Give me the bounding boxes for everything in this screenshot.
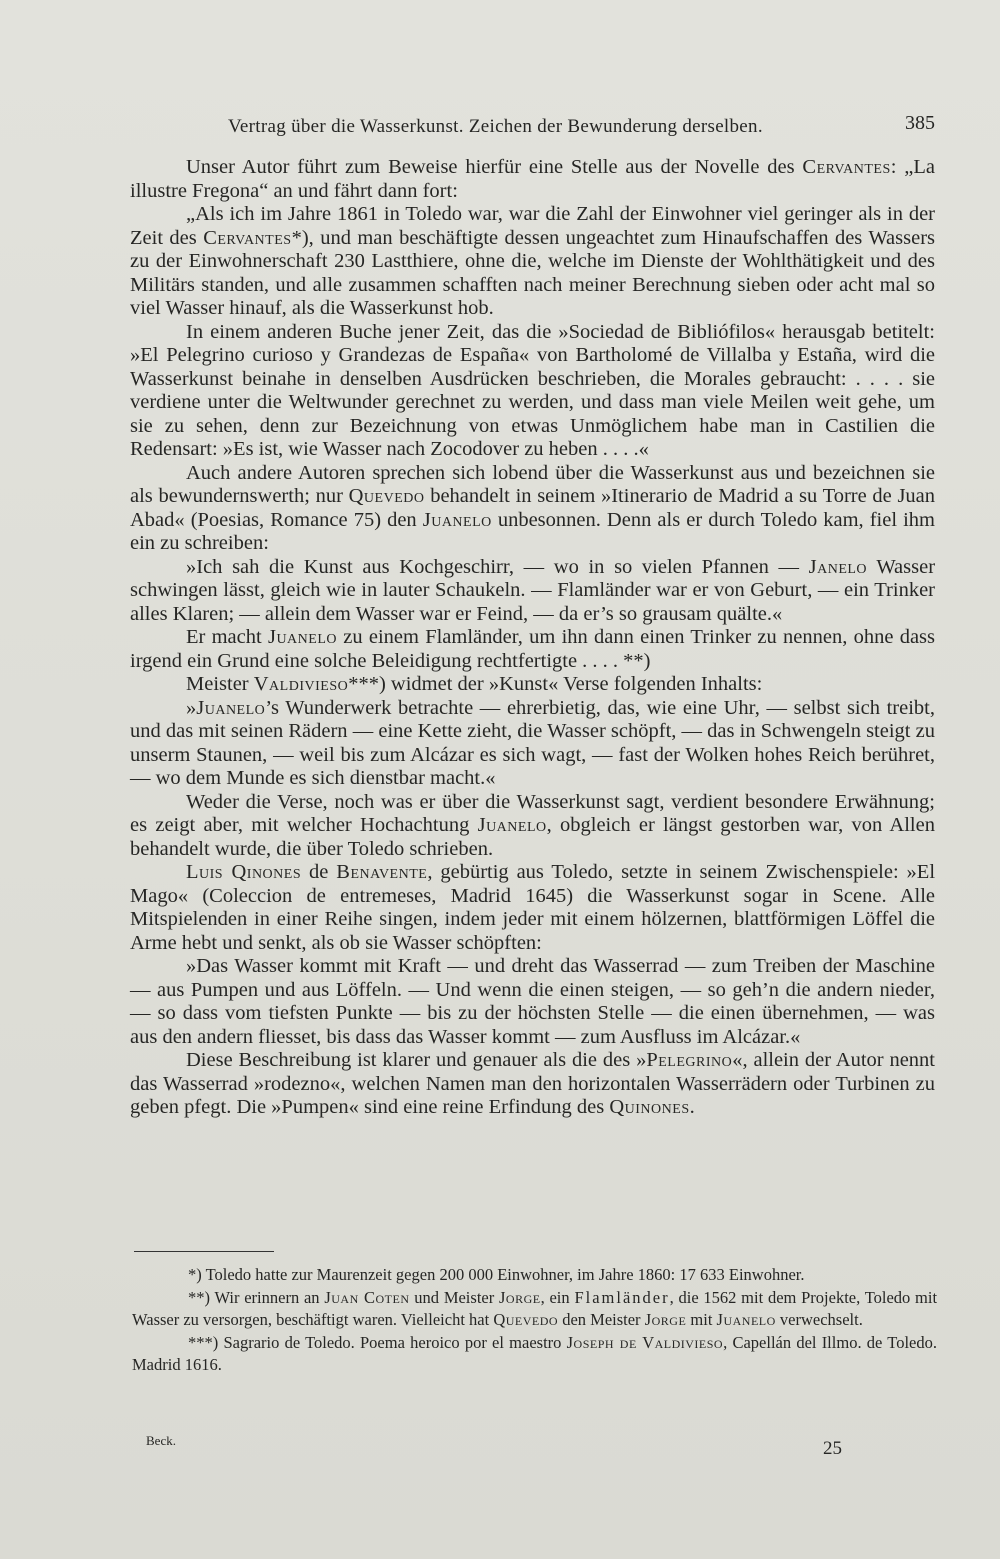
author-name: Juan Coten xyxy=(324,1287,410,1307)
author-name: Quevedo xyxy=(493,1310,559,1329)
page-header xyxy=(130,112,935,142)
paragraph: Weder die Verse, noch was er über die Wasserkunst sagt, verdient besondere Erwähnung; es zeigt aber, mit welcher Hochachtung Juanelo, obgleich er längst gestorben war, von Allen behandelt wurde, die über Toledo schrieben. xyxy=(130,790,935,860)
author-name: Jorge xyxy=(499,1287,541,1307)
paragraph: Er macht Juanelo zu einem Flamländer, um ihn dann einen Trinker zu nennen, ohne dass irgend ein Grund eine solche Beleidigung rechtfertigte . . . . **) xyxy=(130,626,936,672)
footnotes xyxy=(132,1264,937,1377)
paragraph: Meister Valdivieso***) widmet der »Kunst« Verse folgenden Inhalts: xyxy=(186,673,763,695)
page-number: 385 xyxy=(905,112,935,134)
author-name: Jorge xyxy=(644,1310,687,1329)
author-name: Quinones xyxy=(609,1096,690,1118)
paragraph: Diese Beschreibung ist klarer und genauer als die des »Pelegrino«, allein der Autor nennt das Wasserrad »rodezno«, welchen Namen man den horizontalen Wasserrädern oder Turbinen zu geben pfegt. Die »Pumpen« sind eine reine Erfindung des Quinones. xyxy=(130,1049,936,1118)
footnote-3: ***) Sagrario de Toledo. Poema heroico por el maestro Joseph de Valdivieso, Capellán del Illmo. de Toledo. Madrid 1616. xyxy=(132,1332,937,1374)
footnote-1: *) Toledo hatte zur Maurenzeit gegen 200 000 Einwohner, im Jahre 1860: 17 633 Einwohner. xyxy=(188,1265,805,1284)
paragraph: Auch andere Autoren sprechen sich lobend über die Wasserkunst aus und bezeichnen sie als bewundernswerth; nur Quevedo behandelt in seinem »Itinerario de Madrid a su Torre de Juan Abad« (Poesias, Romance 75) den Juanelo unbesonnen. Denn als er durch Toledo kam, fiel ihm ein zu schreiben: xyxy=(130,461,936,554)
author-name: Juanelo xyxy=(477,814,547,836)
author-name: Joseph de Valdivieso xyxy=(566,1332,724,1352)
emphasized-word: Flamländer xyxy=(574,1287,670,1307)
printer-signature: Beck. xyxy=(146,1433,176,1448)
author-name: Juanelo xyxy=(267,626,337,648)
quotation-paragraph: »Juanelo’s Wunderwerk betrachte — ehrerbietig, das, wie eine Uhr, — selbst sich treibt, und das mit seinen Rädern — eine Kette zieht, die Wasser schöpft, — das in Schwengeln steigt zu unserm Staunen, — weil bis zum Alcázar es sich wagt, — fast der Wolken hohes Reich berühret, — wo dem Munde es sich dienstbar macht.« xyxy=(130,696,935,789)
author-name: Janelo xyxy=(808,555,868,578)
quotation-paragraph: »Ich sah die Kunst aus Kochgeschirr, — wo in so vielen Pfannen — Janelo Wasser schwingen lässt, gleich wie in lauter Schaukeln. — Flamländer war er von Geburt, — ein Trinker alles Klaren; — allein dem Wasser war er Feind, — da er’s so grausam quälte.« xyxy=(130,555,936,625)
footnote-rule xyxy=(134,1251,274,1252)
author-name: Benavente xyxy=(336,861,428,883)
paragraph: Unser Autor führt zum Beweise hierfür eine Stelle aus der Novelle des Cervantes: „La illustre Fregona“ an und fährt dann fort: xyxy=(130,156,935,202)
author-name: Juanelo xyxy=(196,696,266,719)
author-name: Pelegrino xyxy=(646,1049,733,1071)
body-text xyxy=(130,156,935,1120)
paragraph: Luis Qinones de Benavente, gebürtig aus Toledo, setzte in seinem Zwischenspiele: »El Mago« (Coleccion de entremeses, Madrid 1645) die Wasserkunst sogar in Scene. Alle Mitspielenden in einer Reihe singen, indem jeder mit einem hölzernen, blattförmigen Löffel die Arme hebt und senkt, als ob sie Wasser schöpften: xyxy=(130,861,936,954)
footnote-2: **) Wir erinnern an Juan Coten und Meister Jorge, ein Flamländer, die 1562 mit dem Projekte, Toledo mit Wasser zu versorgen, beschäftigt waren. Vielleicht hat Quevedo den Meister Jorge mit Juanelo verwechselt. xyxy=(132,1287,938,1329)
quotation-paragraph: »Das Wasser kommt mit Kraft — und dreht das Wasserrad — zum Treiben der Maschine — aus Pumpen und aus Löffeln. — Und wenn die einen steigen, — so geh’n die andern nieder, — so dass vom tiefsten Punkte — bis zu der höchsten Stelle — die einen übernehmen, — was aus den andern fliesset, bis dass das Wasser kommt — zum Ausfluss im Alcázar.« xyxy=(130,955,935,1048)
author-name: Luis Qinones xyxy=(186,861,302,883)
author-name: Juanelo xyxy=(422,508,492,531)
author-name: Valdivieso xyxy=(253,673,349,695)
running-head: Vertrag über die Wasserkunst. Zeichen der Bewunderung derselben. xyxy=(228,116,763,137)
author-name: Cervantes xyxy=(802,156,891,178)
author-name: Quevedo xyxy=(348,485,425,507)
paragraph: „Als ich im Jahre 1861 in Toledo war, war die Zahl der Einwohner viel geringer als in der Zeit des Cervantes*), und man beschäftigte dessen ungeachtet zum Hinaufschaffen des Wassers zu der Einwohnerschaft 230 Lastthiere, ohne die, welche im Dienste der Wohlthätigkeit und des Militärs standen, und alle zusammen schafften nach meiner Berechnung sieben oder acht mal so viel Wasser hinauf, als die Wasserkunst hob. xyxy=(130,203,936,319)
paragraph: In einem anderen Buche jener Zeit, das die »Sociedad de Bibliófilos« herausgab betitelt: »El Pelegrino curioso y Grandezas de España« von Bartholomé de Villalba y Estaña, wird die Wasserkunst beinahe in denselben Ausdrücken beschrieben, die Morales gebraucht: . . . . sie verdiene unter die Weltwunder gerechnet zu werden, und dass man viele Meilen weit gehe, um sie zu sehen, denn zur Bezeichnung von etwas Unmöglichem habe man in Castilien die Redensart: »Es ist, wie Wasser nach Zocodover zu heben . . . .« xyxy=(130,320,935,460)
author-name: Cervantes xyxy=(203,226,292,249)
author-name: Juanelo xyxy=(716,1310,776,1329)
signature-number: 25 xyxy=(823,1438,842,1459)
